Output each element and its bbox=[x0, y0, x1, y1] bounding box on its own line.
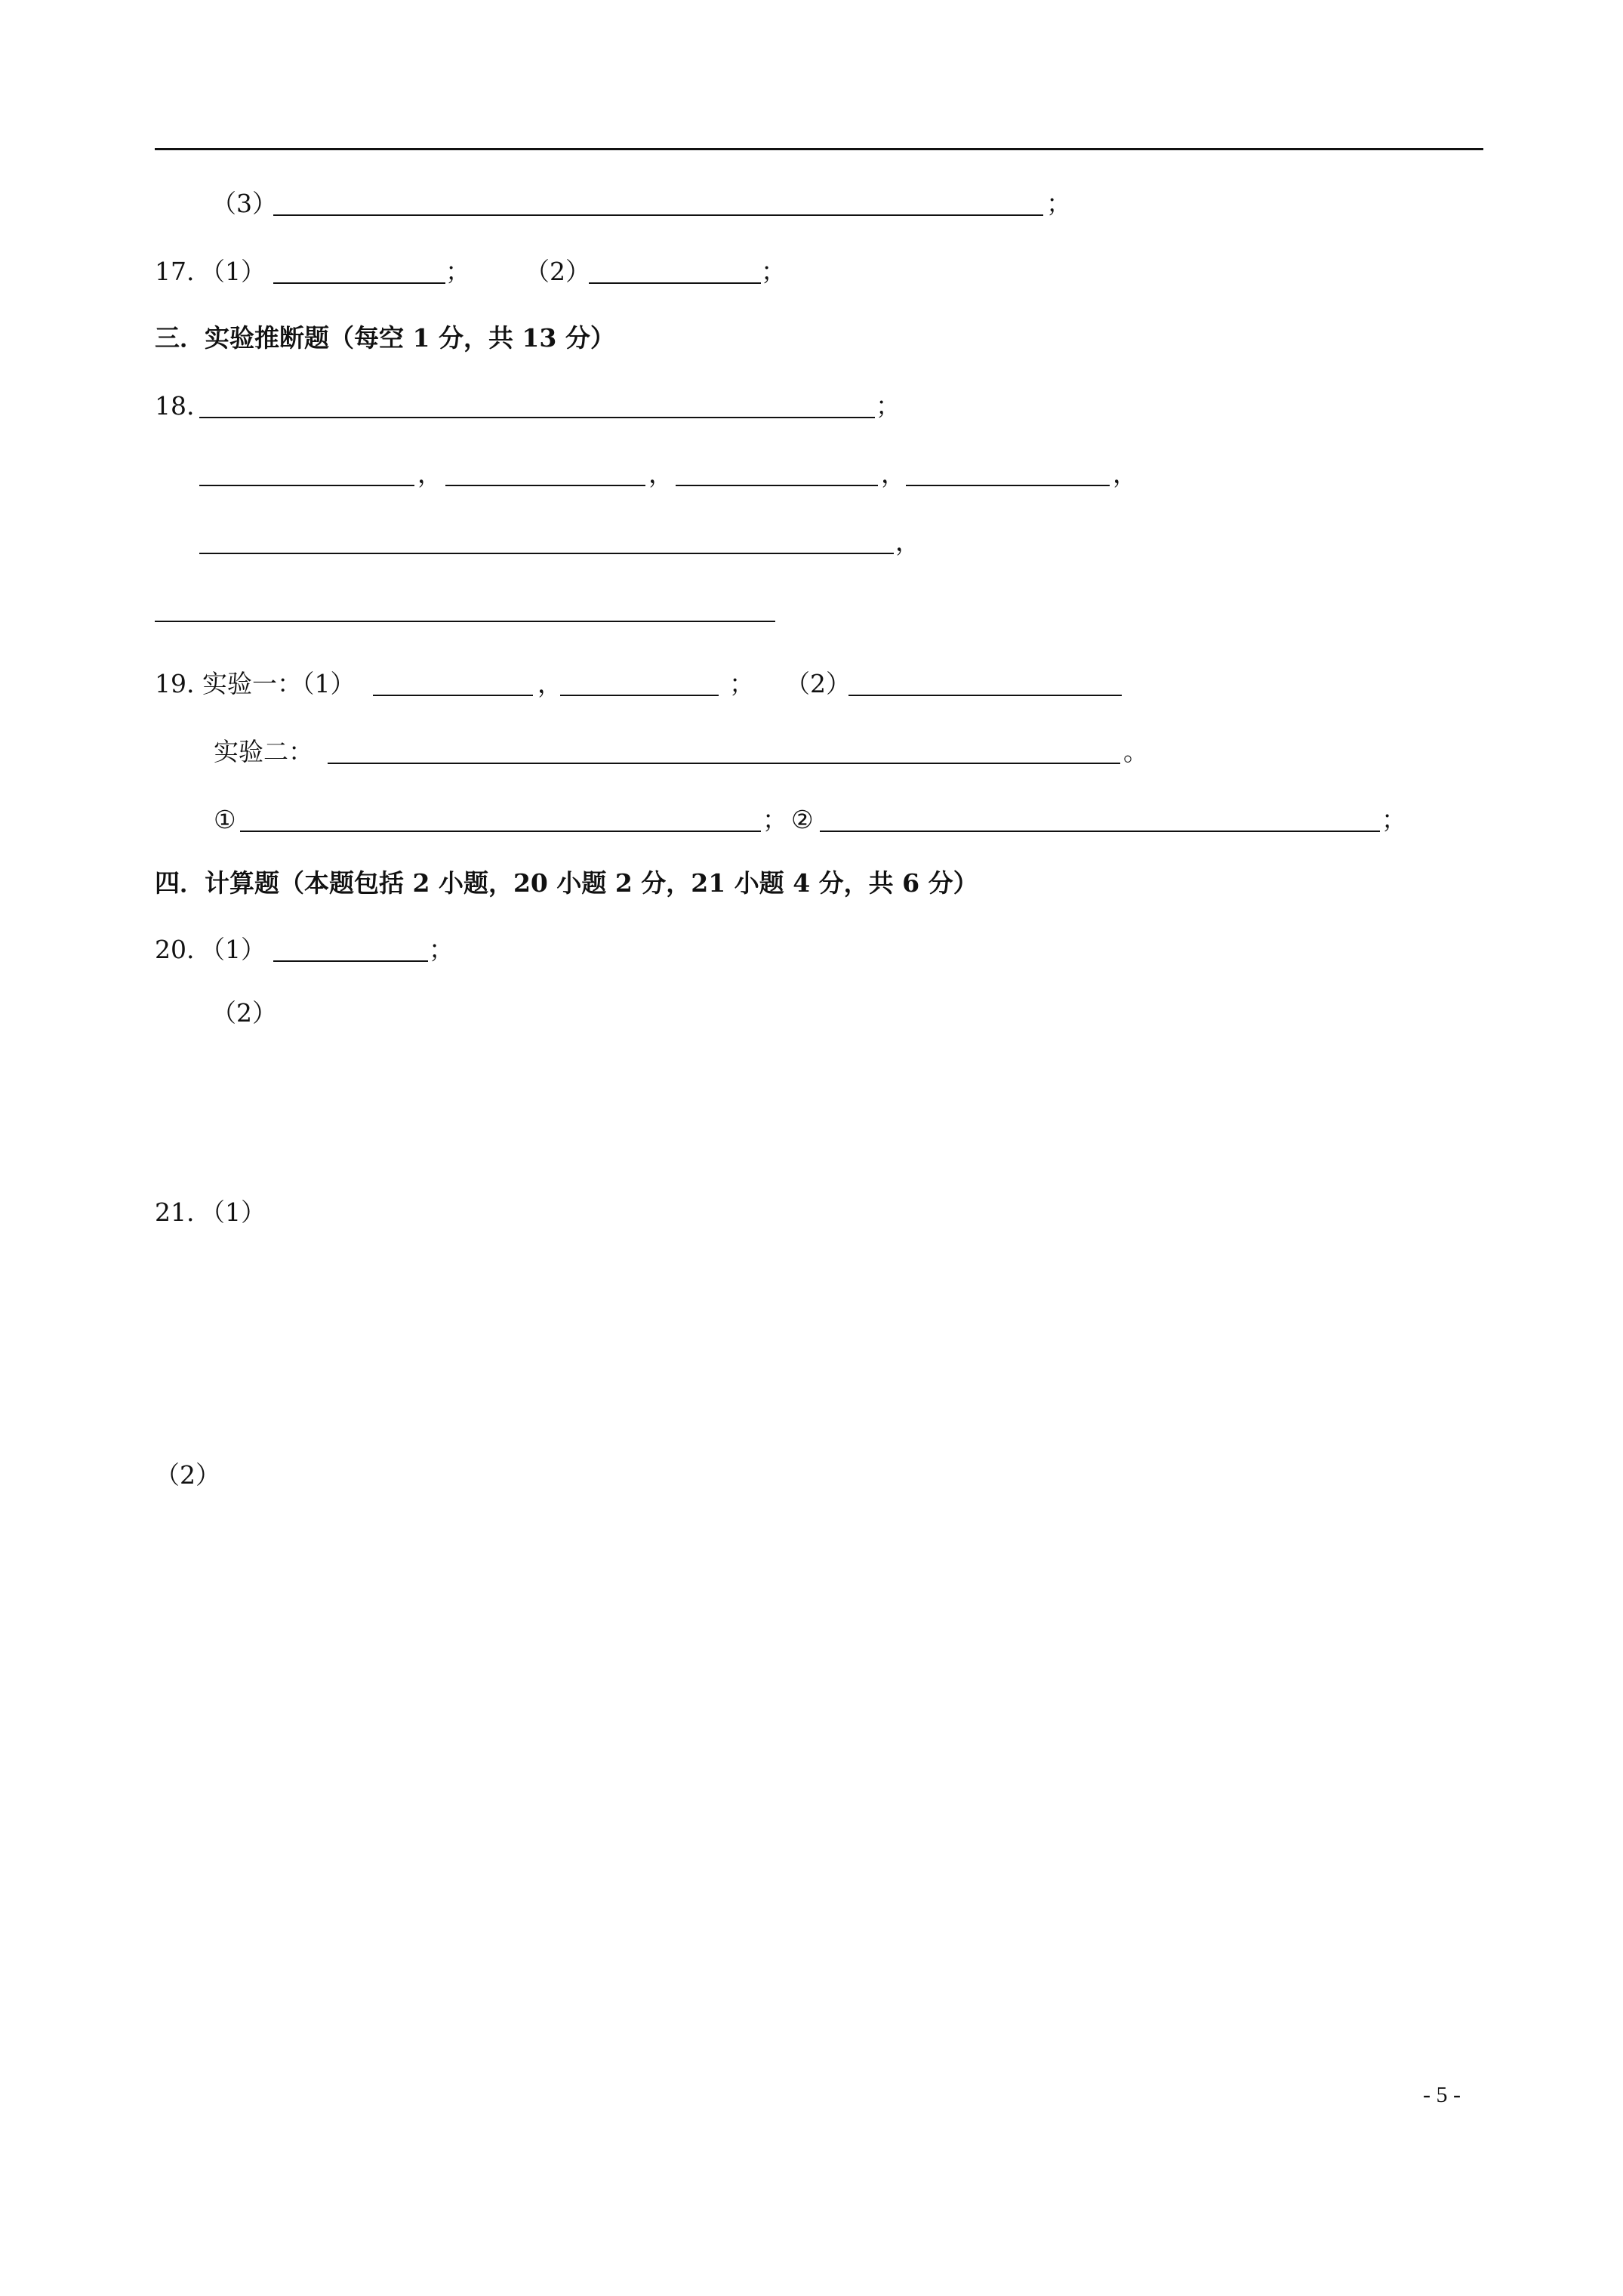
q17-part1-end: ； bbox=[445, 257, 470, 286]
section3-title: 三．实验推断题（每空 1 分，共 13 分） bbox=[155, 323, 615, 353]
q18-blank-1[interactable] bbox=[199, 417, 875, 418]
q19-sep2: ； bbox=[729, 669, 754, 698]
q17-part2-end: ； bbox=[761, 257, 786, 286]
header-rule bbox=[155, 148, 1483, 150]
q19-exp1-blank-1[interactable] bbox=[373, 695, 533, 696]
q21-part2-label: （2） bbox=[155, 1460, 220, 1490]
q19-circ2: ② bbox=[791, 805, 814, 834]
q18-blank-3[interactable] bbox=[445, 485, 645, 486]
q19-circ2-end: ； bbox=[1381, 805, 1406, 834]
q19-circ2-blank[interactable] bbox=[820, 831, 1380, 832]
q21-part1-label: （1） bbox=[200, 1197, 266, 1227]
q18-number: 18. bbox=[155, 391, 195, 421]
q18-blank-7[interactable] bbox=[155, 621, 775, 622]
q17-part2-blank[interactable] bbox=[589, 282, 761, 284]
q20-number: 20. bbox=[155, 935, 195, 964]
q19-exp1-blank-2[interactable] bbox=[560, 695, 719, 696]
q20-part1-label: （1） bbox=[200, 935, 266, 964]
q17-part1-blank[interactable] bbox=[273, 282, 445, 284]
q18-row2-sep3: ， bbox=[881, 459, 906, 488]
q16-part3-blank[interactable] bbox=[273, 214, 1043, 216]
q20-part2-label: （2） bbox=[211, 998, 277, 1028]
q18-blank-6[interactable] bbox=[199, 553, 894, 554]
q19-sep1: ， bbox=[537, 669, 562, 698]
page-number: - 5 - bbox=[1423, 2082, 1461, 2107]
q17-part1-label: （1） bbox=[200, 257, 266, 286]
q18-row1-end: ； bbox=[876, 391, 901, 421]
q18-row2-sep1: ， bbox=[417, 459, 442, 488]
q17-number: 17. bbox=[155, 257, 195, 286]
q21-number: 21. bbox=[155, 1197, 195, 1227]
q20-part1-end: ； bbox=[429, 935, 454, 964]
q17-part2-label: （2） bbox=[525, 257, 590, 286]
q19-part2-label: （2） bbox=[785, 669, 851, 698]
q18-row2-sep4: ， bbox=[1113, 459, 1138, 488]
q19-circ1-end: ； bbox=[762, 805, 787, 834]
q19-exp2-label: 实验二： bbox=[214, 737, 313, 766]
q19-exp1-blank-3[interactable] bbox=[848, 695, 1122, 696]
q18-blank-4[interactable] bbox=[676, 485, 878, 486]
q19-circ1-blank[interactable] bbox=[240, 831, 761, 832]
q19-exp2-end: 。 bbox=[1123, 737, 1148, 766]
q19-number-label: 19. 实验一：（1） bbox=[155, 669, 356, 698]
q18-blank-5[interactable] bbox=[906, 485, 1110, 486]
q18-row2-sep2: ， bbox=[648, 459, 673, 488]
q19-exp2-blank[interactable] bbox=[328, 763, 1120, 764]
q20-part1-blank[interactable] bbox=[273, 960, 428, 962]
q16-part3-label: （3） bbox=[211, 189, 277, 218]
q19-circ1: ① bbox=[214, 805, 236, 834]
q18-row3-end: ， bbox=[895, 527, 920, 556]
section4-title: 四．计算题（本题包括 2 小题，20 小题 2 分，21 小题 4 分，共 6 分） bbox=[155, 868, 978, 898]
q16-part3-end: ； bbox=[1046, 189, 1071, 218]
q18-blank-2[interactable] bbox=[199, 485, 414, 486]
